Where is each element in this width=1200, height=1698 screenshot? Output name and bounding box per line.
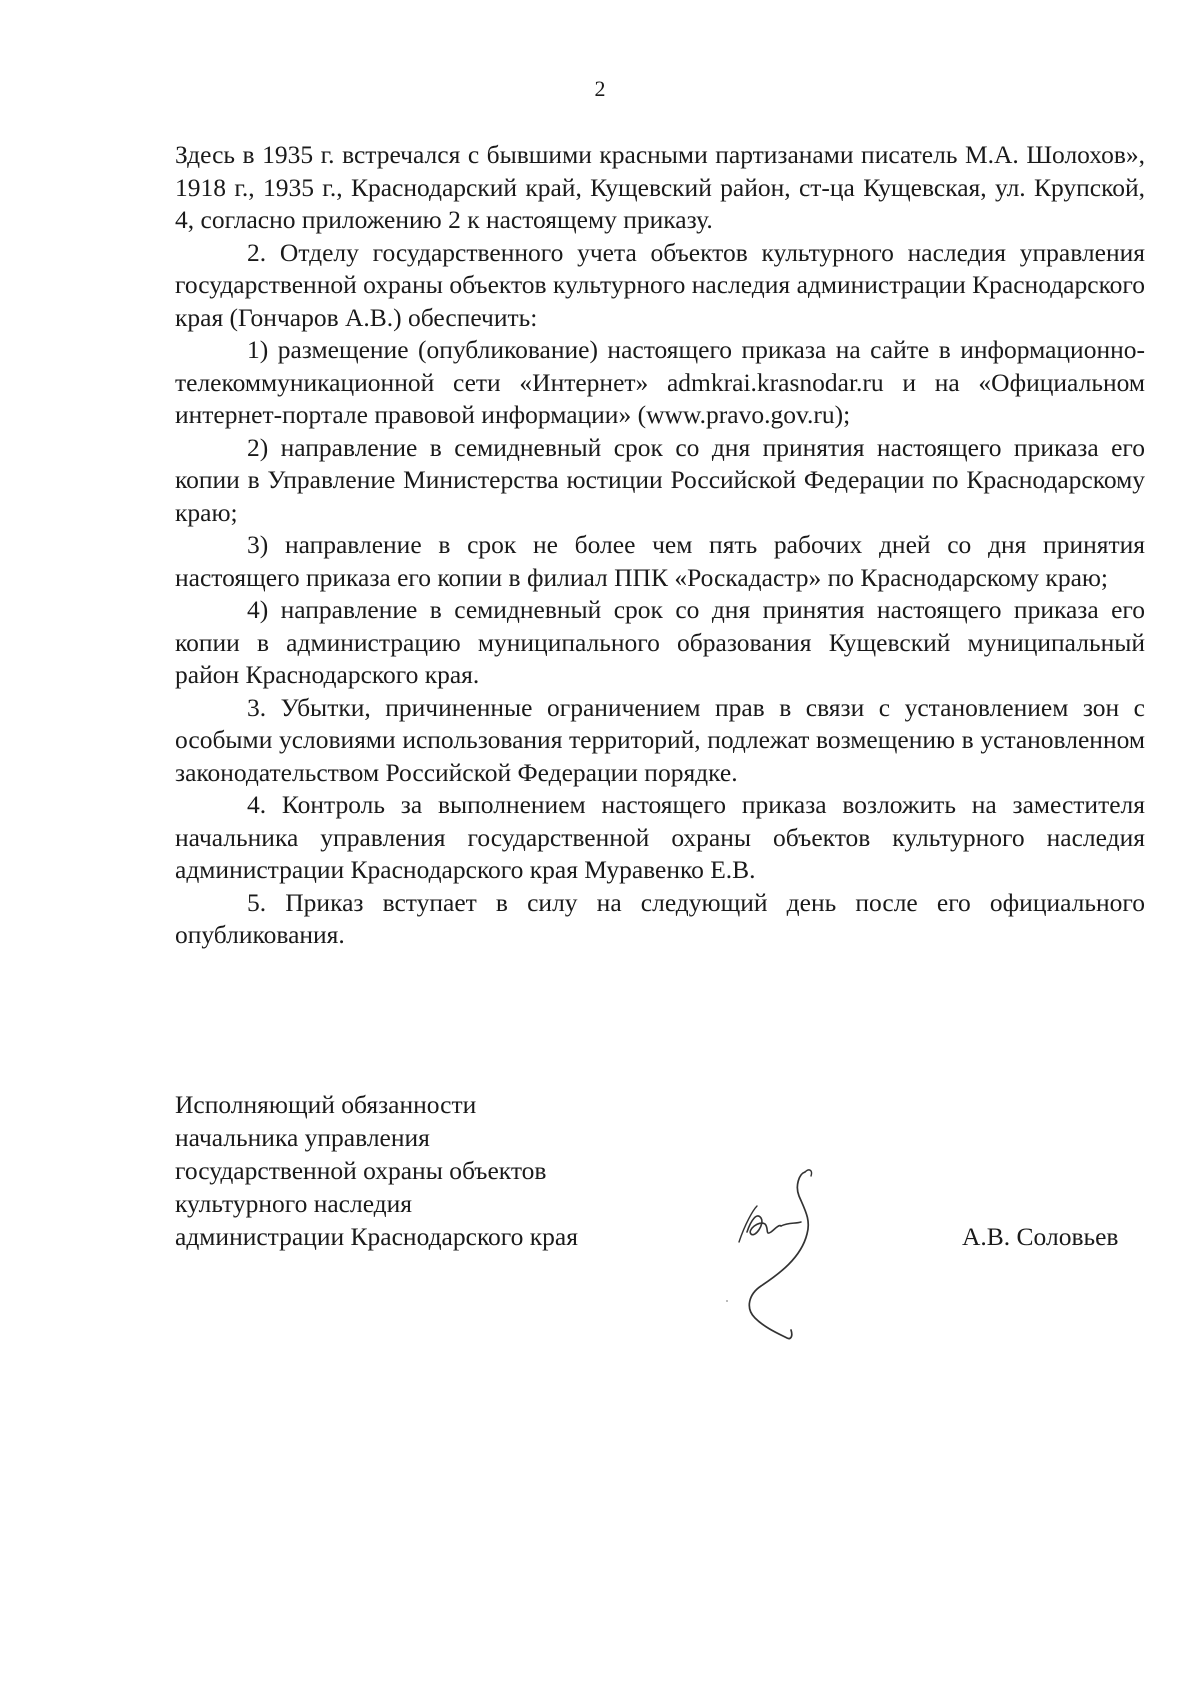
paragraph-subitem-4: 4) направление в семидневный срок со дня принятия настоящего приказа его копии в администрацию муниципального образования Кущевский муниципальный район Краснодарского края. bbox=[175, 595, 1145, 689]
paragraph-item-2: 2. Отделу государственного учета объектов культурного наследия управления государственной охраны объектов культурного наследия администрации Краснодарского края (Гончаров А.В.) обеспечить: bbox=[175, 237, 1145, 332]
paragraph-item-4: 4. Контроль за выполнением настоящего приказа возложить на заместителя начальника управления государственной охраны объектов культурного наследия администрации Краснодарского края Муравенко Е.В. bbox=[175, 790, 1145, 884]
page-number: 2 bbox=[594, 76, 606, 101]
handwritten-signature bbox=[735, 1162, 845, 1342]
paragraph-continuation: Здесь в 1935 г. встречался с бывшими красными партизанами писатель М.А. Шолохов», 1918 г., 1935 г., Краснодарский край, Кущевский район, ст-ца Кущевская, ул. Крупской, 4, согласно приложению 2 к настоящему приказу. bbox=[175, 140, 1145, 234]
paragraph-item-3: 3. Убытки, причиненные ограничением прав в связи с установлением зон с особыми условиями использования территорий, подлежат возмещению в установленном законодательством Российской Федерации порядке. bbox=[175, 692, 1145, 787]
signatory-position-line: государственной охраны объектов bbox=[175, 1156, 547, 1185]
paragraph-subitem-3: 3) направление в срок не более чем пять рабочих дней со дня принятия настоящего приказа его копии в филиал ППК «Роскадастр» по Краснодарскому краю; bbox=[175, 530, 1145, 592]
signatory-position-line: культурного наследия bbox=[175, 1189, 413, 1218]
signatory-position-line: администрации Краснодарского края bbox=[175, 1222, 578, 1251]
signatory-position-line: начальника управления bbox=[175, 1123, 430, 1152]
signatory-position bbox=[175, 1088, 578, 1253]
signatory-position-line: Исполняющий обязанности bbox=[175, 1090, 477, 1119]
signatory-name: А.В. Соловьев bbox=[962, 1222, 1119, 1251]
paragraph-subitem-1: 1) размещение (опубликование) настоящего приказа на сайте в информационно-телекоммуникационной сети «Интернет» admkrai.krasnodar.ru и на «Официальном интернет-портале правовой информации» (www.pravo.gov.ru); bbox=[175, 335, 1145, 429]
paragraph-item-5: 5. Приказ вступает в силу на следующий день после его официального опубликования. bbox=[175, 887, 1145, 949]
scan-artifact bbox=[726, 1300, 728, 1302]
document-body bbox=[175, 139, 1145, 952]
paragraph-subitem-2: 2) направление в семидневный срок со дня принятия настоящего приказа его копии в Управление Министерства юстиции Российской Федерации по Краснодарскому краю; bbox=[175, 432, 1145, 527]
